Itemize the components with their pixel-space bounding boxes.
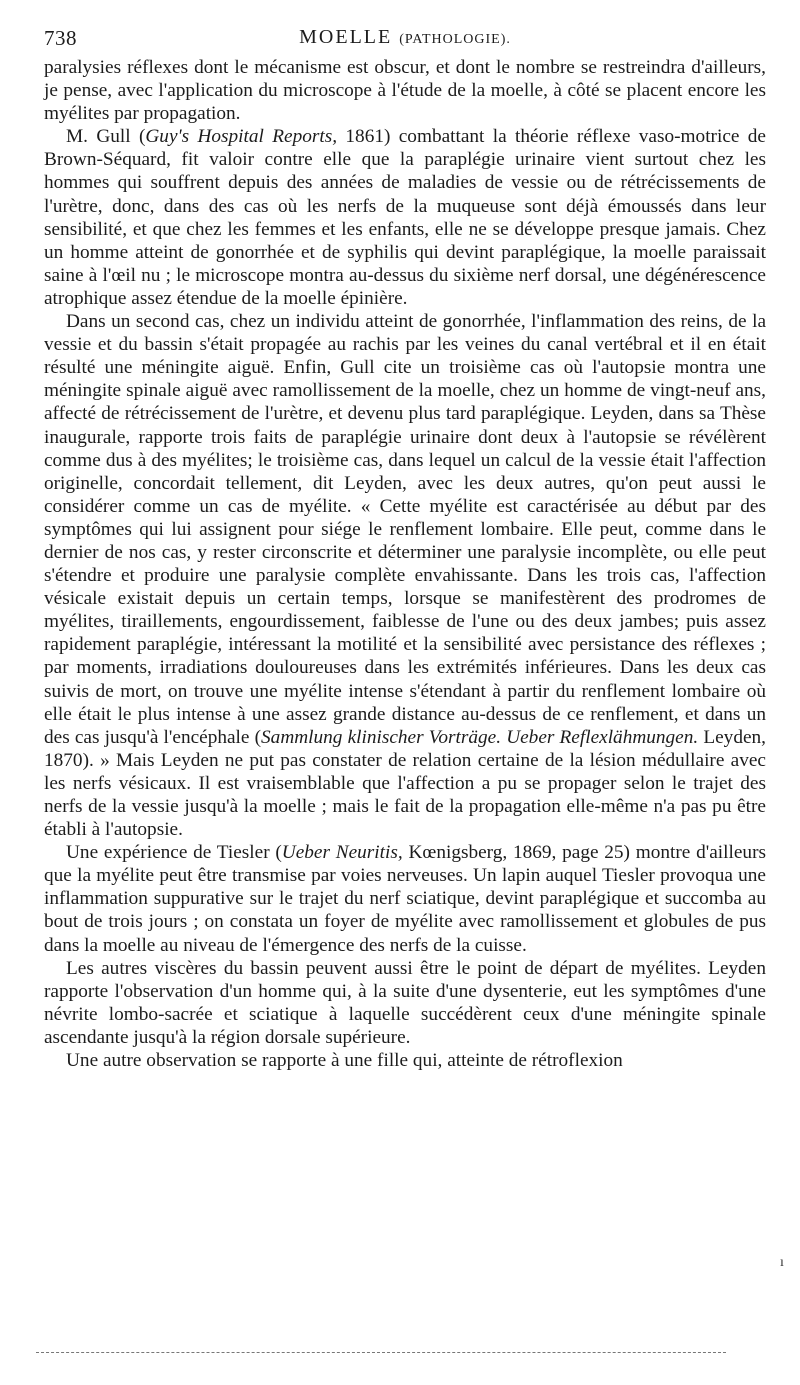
text-run: paralysies réflexes dont le mécanisme est obscur, et dont le nombre se restreindra d'ailleurs, je pense, avec l'application du microscope à l'étude de la moelle, à côté se placent encore les myélites par propagation. bbox=[44, 57, 766, 125]
paragraph bbox=[44, 1049, 766, 1072]
paragraph bbox=[44, 957, 766, 1049]
paragraph bbox=[44, 125, 766, 310]
stray-mark: ı bbox=[780, 1255, 784, 1270]
text-run: Les autres viscères du bassin peuvent aussi être le point de départ de myélites. Leyden rapporte l'observation d'un homme qui, à la suite d'une dysenterie, eut les symptômes d'une névrite lombo-sacrée et sciatique à laquelle succédèrent ceux d'une méningite spinale ascendante jusqu'à la région dorsale supérieure. bbox=[44, 957, 766, 1048]
page-header bbox=[44, 22, 766, 56]
text-run: M. Gull ( bbox=[66, 126, 146, 148]
text-run: Dans un second cas, chez un individu atteint de gonorrhée, l'inflammation des reins, de la vessie et du bassin s'était propagée au rachis par les veines du canal vertébral et il en était résulté une méningite aiguë. Enfin, Gull cite un troisième cas où l'autopsie montra une méningite spinale aiguë avec ramollissement de la moelle, chez un homme de vingt-neuf ans, affecté de rétrécissement de l'urètre, et devenu plus tard paraplégique. Leyden, dans sa Thèse inaugurale, rapporte trois faits de paraplégie urinaire dont deux à l'autopsie se révélèrent comme dus à des myélites; le troisième cas, dans lequel un calcul de la vessie était l'affection originelle, concordait tellement, dit Leyden, avec les deux autres, qu'on peut aussi le considérer comme un cas de myélite. « Cette myélite est caractérisée au début par des symptômes qui lui assignent pour siége le renflement lombaire. Elle peut, comme dans le dernier de nos cas, y rester circonscrite et déterminer une paralysie incomplète, ou elle peut s'étendre et produire une paralysie complète envahissante. Dans les trois cas, l'affection vésicale existait depuis un certain temps, lorsque se manifestèrent des prodromes de myélites, tiraillements, engourdissement, faiblesse de l'une ou des deux jambes; puis assez rapidement paraplégie, intéressant la motilité et la sensibilité avec persistance des réflexes ; par moments, irradiations douloureuses dans les extrémités inférieures. Dans les deux cas suivis de mort, on trouve une myélite intense s'étendant à partir du renflement lombaire où elle était le plus intense à une assez grande distance au-dessus de ce renflement, et dans un des cas jusqu'à l'encéphale ( bbox=[44, 311, 766, 748]
text-run: Leyden, 1870). » Mais Leyden ne put pas constater de relation certaine de la lésion médullaire avec les nerfs vésicaux. Il est vraisemblable que l'affection a pu se propager selon le trajet des nerfs de la vessie jusqu'à la moelle ; mais le fait de la propagation elle-même n'a pas pu être établi à l'autopsie. bbox=[44, 726, 766, 841]
text-run: Kœnigsberg, 1869, page 25) montre d'ailleurs que la myélite peut être transmise par voies nerveuses. Un lapin auquel Tiesler provoqua une inflammation suppurative sur le trajet du nerf sciatique, devint paraplégique et succomba au bout de trois jours ; on constata un foyer de myélite avec ramollissement et globules de pus dans la moelle au niveau de l'émergence des nerfs de la cuisse. bbox=[44, 842, 766, 956]
italic-citation: Sammlung klinischer Vorträge. Ueber Reflexlähmungen. bbox=[261, 726, 699, 748]
text-run: Une autre observation se rapporte à une fille qui, atteinte de rétroflexion bbox=[66, 1050, 623, 1072]
page-number: 738 bbox=[44, 26, 77, 50]
paragraph bbox=[44, 310, 766, 841]
text-run: 1861) combattant la théorie réflexe vaso-motrice de Brown-Séquard, fit valoir contre elle que la paraplégie urinaire vient surtout chez les hommes qui souffrent depuis des années de maladies de vessie ou de rétrécissements de l'urètre, donc, dans des cas où les nerfs de la muqueuse sont déjà émoussés dans leur sensibilité, et que chez les femmes et les enfants, elle ne se développe presque jamais. Chez un homme atteint de gonorrhée et de syphilis qui devint paraplégique, la moelle paraissait saine à l'œil nu ; le microscope montra au-dessus du sixième nerf dorsal, une dégénérescence atrophique assez étendue de la moelle épinière. bbox=[44, 126, 766, 309]
italic-citation: Ueber Neuritis, bbox=[281, 842, 403, 864]
italic-citation: Guy's Hospital Reports, bbox=[145, 126, 338, 148]
text-run: Une expérience de Tiesler ( bbox=[66, 842, 282, 864]
paragraph bbox=[44, 56, 766, 125]
running-title-main: MOELLE bbox=[299, 26, 393, 48]
bottom-rule bbox=[36, 1352, 726, 1353]
running-title-sub: (PATHOLOGIE). bbox=[399, 32, 511, 47]
body-text bbox=[44, 56, 766, 1072]
paragraph bbox=[44, 841, 766, 956]
running-title bbox=[44, 26, 766, 49]
